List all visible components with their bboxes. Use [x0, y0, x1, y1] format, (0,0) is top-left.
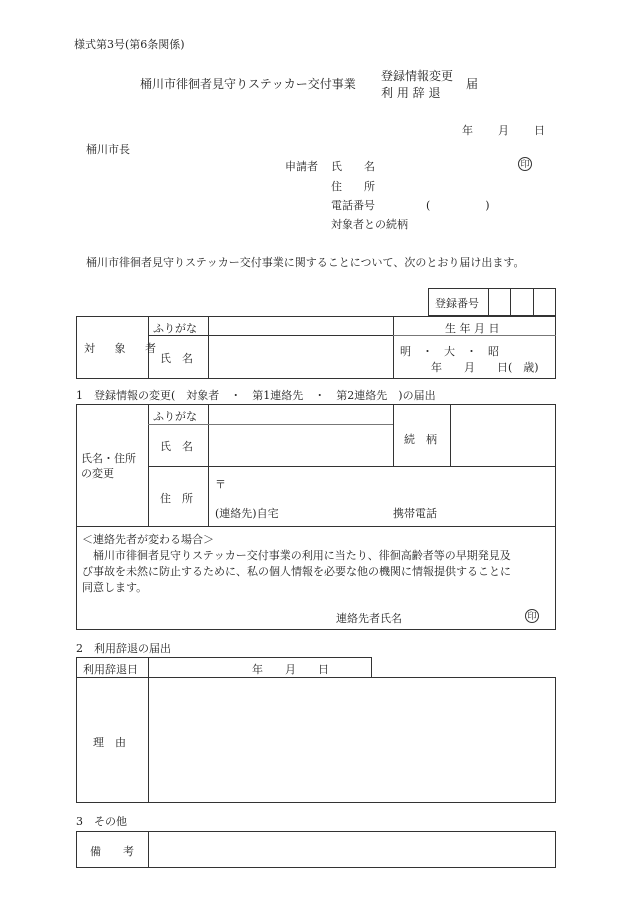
intro-text: 桶川市徘徊者見守りステッカー交付事業に関することについて、次のとおり届け出ます。 — [86, 256, 525, 269]
applicant-phone-label: 電話番号 — [331, 199, 375, 212]
consent-title: ＜連絡先者が変わる場合＞ — [82, 533, 214, 546]
title-suffix: 届 — [466, 77, 479, 91]
section1-heading: 1 登録情報の変更( 対象者 ・ 第1連絡先 ・ 第2連絡先 )の届出 — [76, 389, 436, 402]
target-person-header: 対 象 者 — [84, 342, 164, 355]
form-title: 桶川市徘徊者見守りステッカー交付事業 — [140, 77, 356, 91]
date-year: 年 — [462, 124, 473, 137]
applicant-name-label: 氏 名 — [331, 160, 375, 173]
addressee: 桶川市長 — [86, 143, 130, 156]
withdraw-date-value: 年 月 日 — [252, 663, 329, 676]
target-name-label: 氏 名 — [160, 352, 193, 365]
applicant-relation-label: 対象者との続柄 — [331, 218, 408, 231]
applicant-address-label: 住 所 — [331, 180, 375, 193]
dob-era: 明 ・ 大 ・ 昭 — [400, 345, 499, 358]
contact-name-label: 連絡先者氏名 — [336, 612, 402, 625]
seal-icon: 印 — [518, 157, 532, 171]
date-day: 日 — [534, 124, 545, 137]
change-name-label: 氏 名 — [160, 440, 193, 453]
contact-home-label: (連絡先)自宅 — [215, 507, 279, 520]
change-furigana-label: ふりがな — [153, 410, 197, 423]
change-header-line2: の変更 — [81, 467, 114, 480]
dob-label: 生 年 月 日 — [445, 322, 500, 335]
date-month: 月 — [498, 124, 509, 137]
seal-icon: 印 — [525, 609, 539, 623]
section3-heading: 3 その他 — [76, 815, 127, 828]
change-header-line1: 氏名・住所 — [81, 452, 136, 465]
target-furigana-label: ふりがな — [153, 322, 197, 335]
reason-label: 理 由 — [93, 736, 126, 749]
registration-number-label: 登録番号 — [435, 297, 479, 310]
withdraw-date-label: 利用辞退日 — [83, 663, 138, 676]
change-relation-label: 続 柄 — [404, 433, 437, 446]
dob-date: 年 月 日( 歳) — [431, 361, 539, 374]
mobile-label: 携帯電話 — [393, 507, 437, 520]
applicant-label: 申請者 — [285, 160, 318, 173]
title-option-change: 登録情報変更 — [381, 69, 454, 83]
title-option-withdraw: 利 用 辞 退 — [381, 86, 441, 100]
section2-heading: 2 利用辞退の届出 — [76, 642, 171, 655]
form-number: 様式第3号(第6条関係) — [74, 38, 185, 51]
change-address-label: 住 所 — [160, 492, 193, 505]
applicant-phone-paren: ( ) — [426, 199, 490, 212]
postal-mark: 〒 — [215, 478, 226, 491]
consent-line-2: び事故を未然に防止するために、私の個人情報を必要な他の機関に情報提供することに — [82, 565, 511, 578]
consent-line-3: 同意します。 — [82, 581, 148, 594]
consent-line-1: 桶川市徘徊者見守りステッカー交付事業の利用に当たり、徘徊高齢者等の早期発見及 — [82, 549, 511, 562]
remarks-label: 備 考 — [90, 845, 134, 858]
